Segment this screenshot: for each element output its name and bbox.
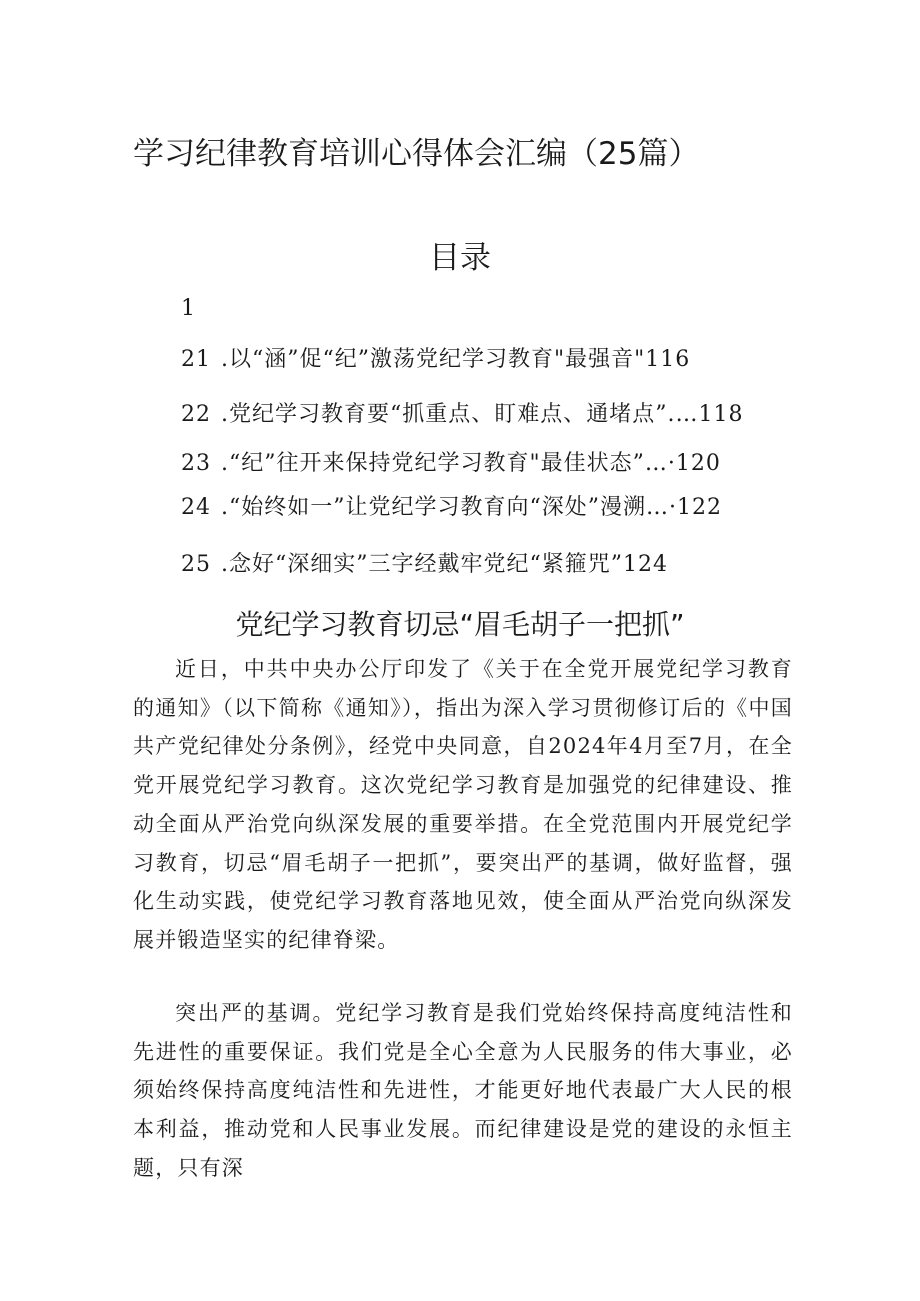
toc-item-number: 23 [181,451,211,476]
document-title: 学习纪律教育培训心得体会汇编（25篇） [133,136,700,172]
article-paragraph: 近日，中共中央办公厅印发了《关于在全党开展党纪学习教育的通知》（以下简称《通知》），指出为深入学习贯彻修订后的《中国共产党纪律处分条例》，经党中央同意，自2024年4月至7月，在全党开展党纪学习教育。这次党纪学习教育是加强党的纪律建设、推动全面从严治党向纵深发展的重要举措。在全党范围内开展党纪学习教育，切忌“眉毛胡子一把抓”，要突出严的基调，做好监督，强化生动实践，使党纪学习教育落地见效，使全面从严治党向纵深发展并锻造坚实的纪律脊梁。 [133,657,793,952]
toc-item[interactable] [181,446,721,477]
toc-item-number: 21 [181,347,211,372]
toc-item-number: 22 [181,402,211,427]
toc-item-label: .党纪学习教育要“抓重点、盯难点、通堵点”.…118 [221,402,744,427]
toc-item-label: .“纪”往开来保持党纪学习教育"最佳状态”…·120 [221,451,721,476]
toc-heading: 目录 [429,240,491,276]
toc-item-number: 24 [181,495,211,520]
toc-item[interactable] [181,342,690,373]
toc-item-number: 25 [181,552,211,577]
toc-item[interactable] [181,397,743,428]
toc-item-label: .念好“深细实”三字经戴牢党纪“紧箍咒”124 [221,552,668,577]
article-title: 党纪学习教育切忌“眉毛胡子一把抓” [235,608,685,641]
toc-item-label: .以“涵”促“纪”激荡党纪学习教育"最强音"116 [221,347,691,372]
toc-item[interactable] [181,547,668,578]
article-paragraph: 突出严的基调。党纪学习教育是我们党始终保持高度纯洁性和先进性的重要保证。我们党是全心全意为人民服务的伟大事业，必须始终保持高度纯洁性和先进性，才能更好地代表最广大人民的根本利益，推动党和人民事业发展。而纪律建设是党的建设的永恒主题，只有深 [133,1001,793,1180]
toc-item[interactable] [181,490,722,521]
toc-first-entry: 1 [181,296,195,321]
toc-item-label: .“始终如一”让党纪学习教育向“深处”漫溯…·122 [221,495,722,520]
